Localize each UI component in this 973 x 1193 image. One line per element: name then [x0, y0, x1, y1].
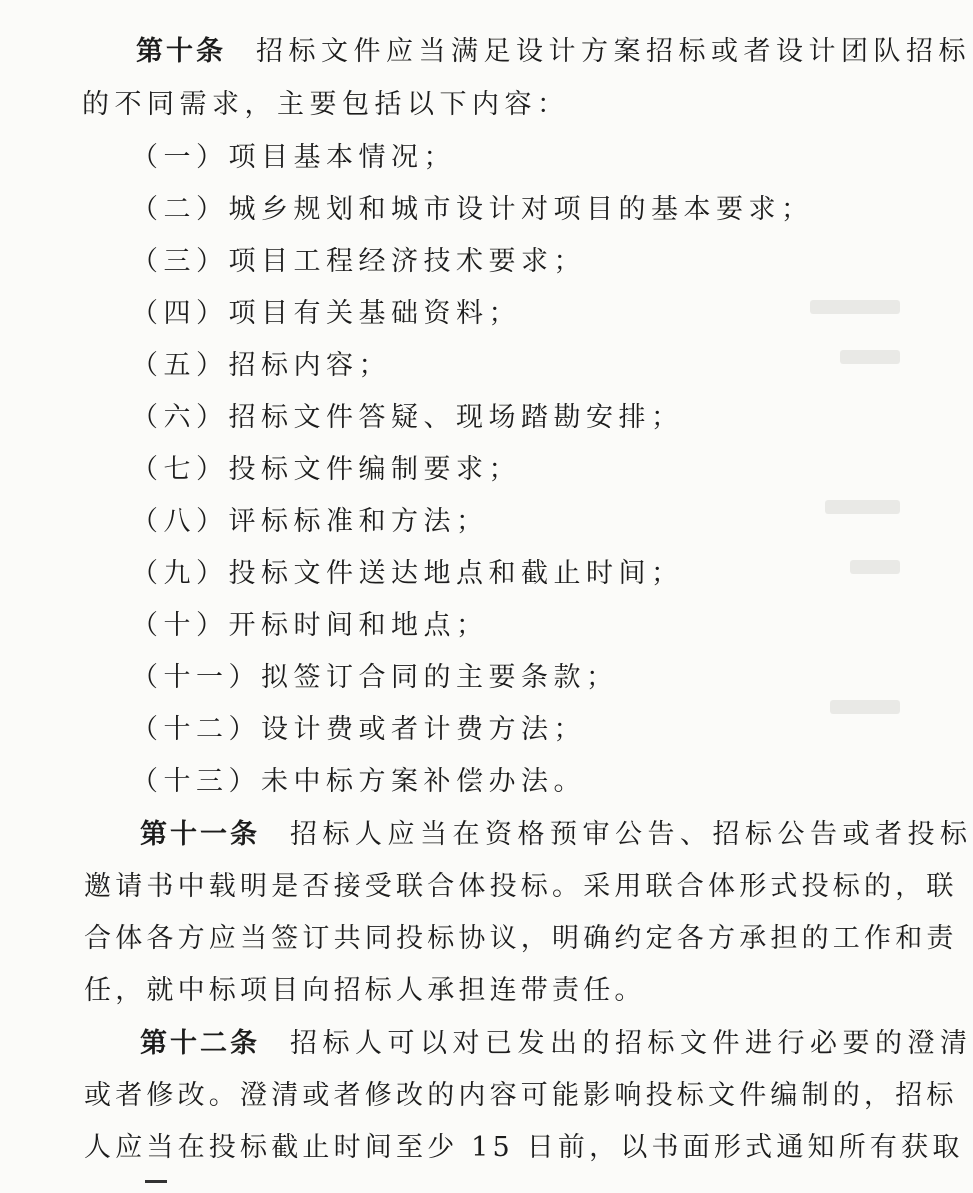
list-item: （十二）设计费或者计费方法； — [131, 714, 586, 745]
article-11-line-4: 任，就中标项目向招标人承担连带责任。 — [84, 975, 646, 1006]
list-item: （一）项目基本情况； — [131, 142, 456, 173]
list-item: （六）招标文件答疑、现场踏勘安排； — [131, 402, 684, 433]
article-10-line-2 — [82, 90, 570, 120]
article-12-line-2: 或者修改。澄清或者修改的内容可能影响投标文件编制的，招标 — [84, 1080, 958, 1111]
article-12-heading: 第十二条 — [140, 1028, 260, 1059]
list-item: （五）招标内容； — [131, 350, 391, 381]
article-11-text: 招标人应当在资格预审公告、招标公告或者投标 — [290, 819, 973, 850]
article-10-line-1 — [136, 37, 971, 67]
list-item: （二）城乡规划和城市设计对项目的基本要求； — [131, 194, 814, 225]
list-item: （八）评标标准和方法； — [131, 506, 489, 537]
article-10-heading: 第十条 — [136, 36, 226, 67]
article-10-text-cont: 的不同需求，主要包括以下内容： — [82, 89, 570, 120]
article-12-line-3: 人应当在投标截止时间至少 15 日前，以书面形式通知所有获取 — [84, 1132, 964, 1163]
cropped-text-fragment — [145, 1180, 167, 1193]
list-item: （七）投标文件编制要求； — [131, 454, 521, 485]
list-item: （十）开标时间和地点； — [131, 610, 489, 641]
bleed-through-mark — [810, 300, 900, 314]
article-10-text: 招标文件应当满足设计方案招标或者设计团队招标 — [256, 36, 971, 67]
list-item: （九）投标文件送达地点和截止时间； — [131, 558, 684, 589]
bleed-through-mark — [825, 500, 900, 514]
article-12-line-1 — [140, 1029, 973, 1059]
list-item: （三）项目工程经济技术要求； — [131, 246, 586, 277]
article-12-text: 招标人可以对已发出的招标文件进行必要的澄清 — [290, 1028, 973, 1059]
article-11-line-2: 邀请书中载明是否接受联合体投标。采用联合体形式投标的，联 — [84, 871, 958, 902]
list-item: （十三）未中标方案补偿办法。 — [131, 766, 586, 797]
bleed-through-mark — [840, 350, 900, 364]
article-11-heading: 第十一条 — [140, 819, 260, 850]
article-11-line-3: 合体各方应当签订共同投标协议，明确约定各方承担的工作和责 — [84, 923, 958, 954]
list-item: （十一）拟签订合同的主要条款； — [131, 662, 619, 693]
bleed-through-mark — [830, 700, 900, 714]
list-item: （四）项目有关基础资料； — [131, 298, 521, 329]
article-11-line-1 — [140, 820, 973, 850]
bleed-through-mark — [850, 560, 900, 574]
